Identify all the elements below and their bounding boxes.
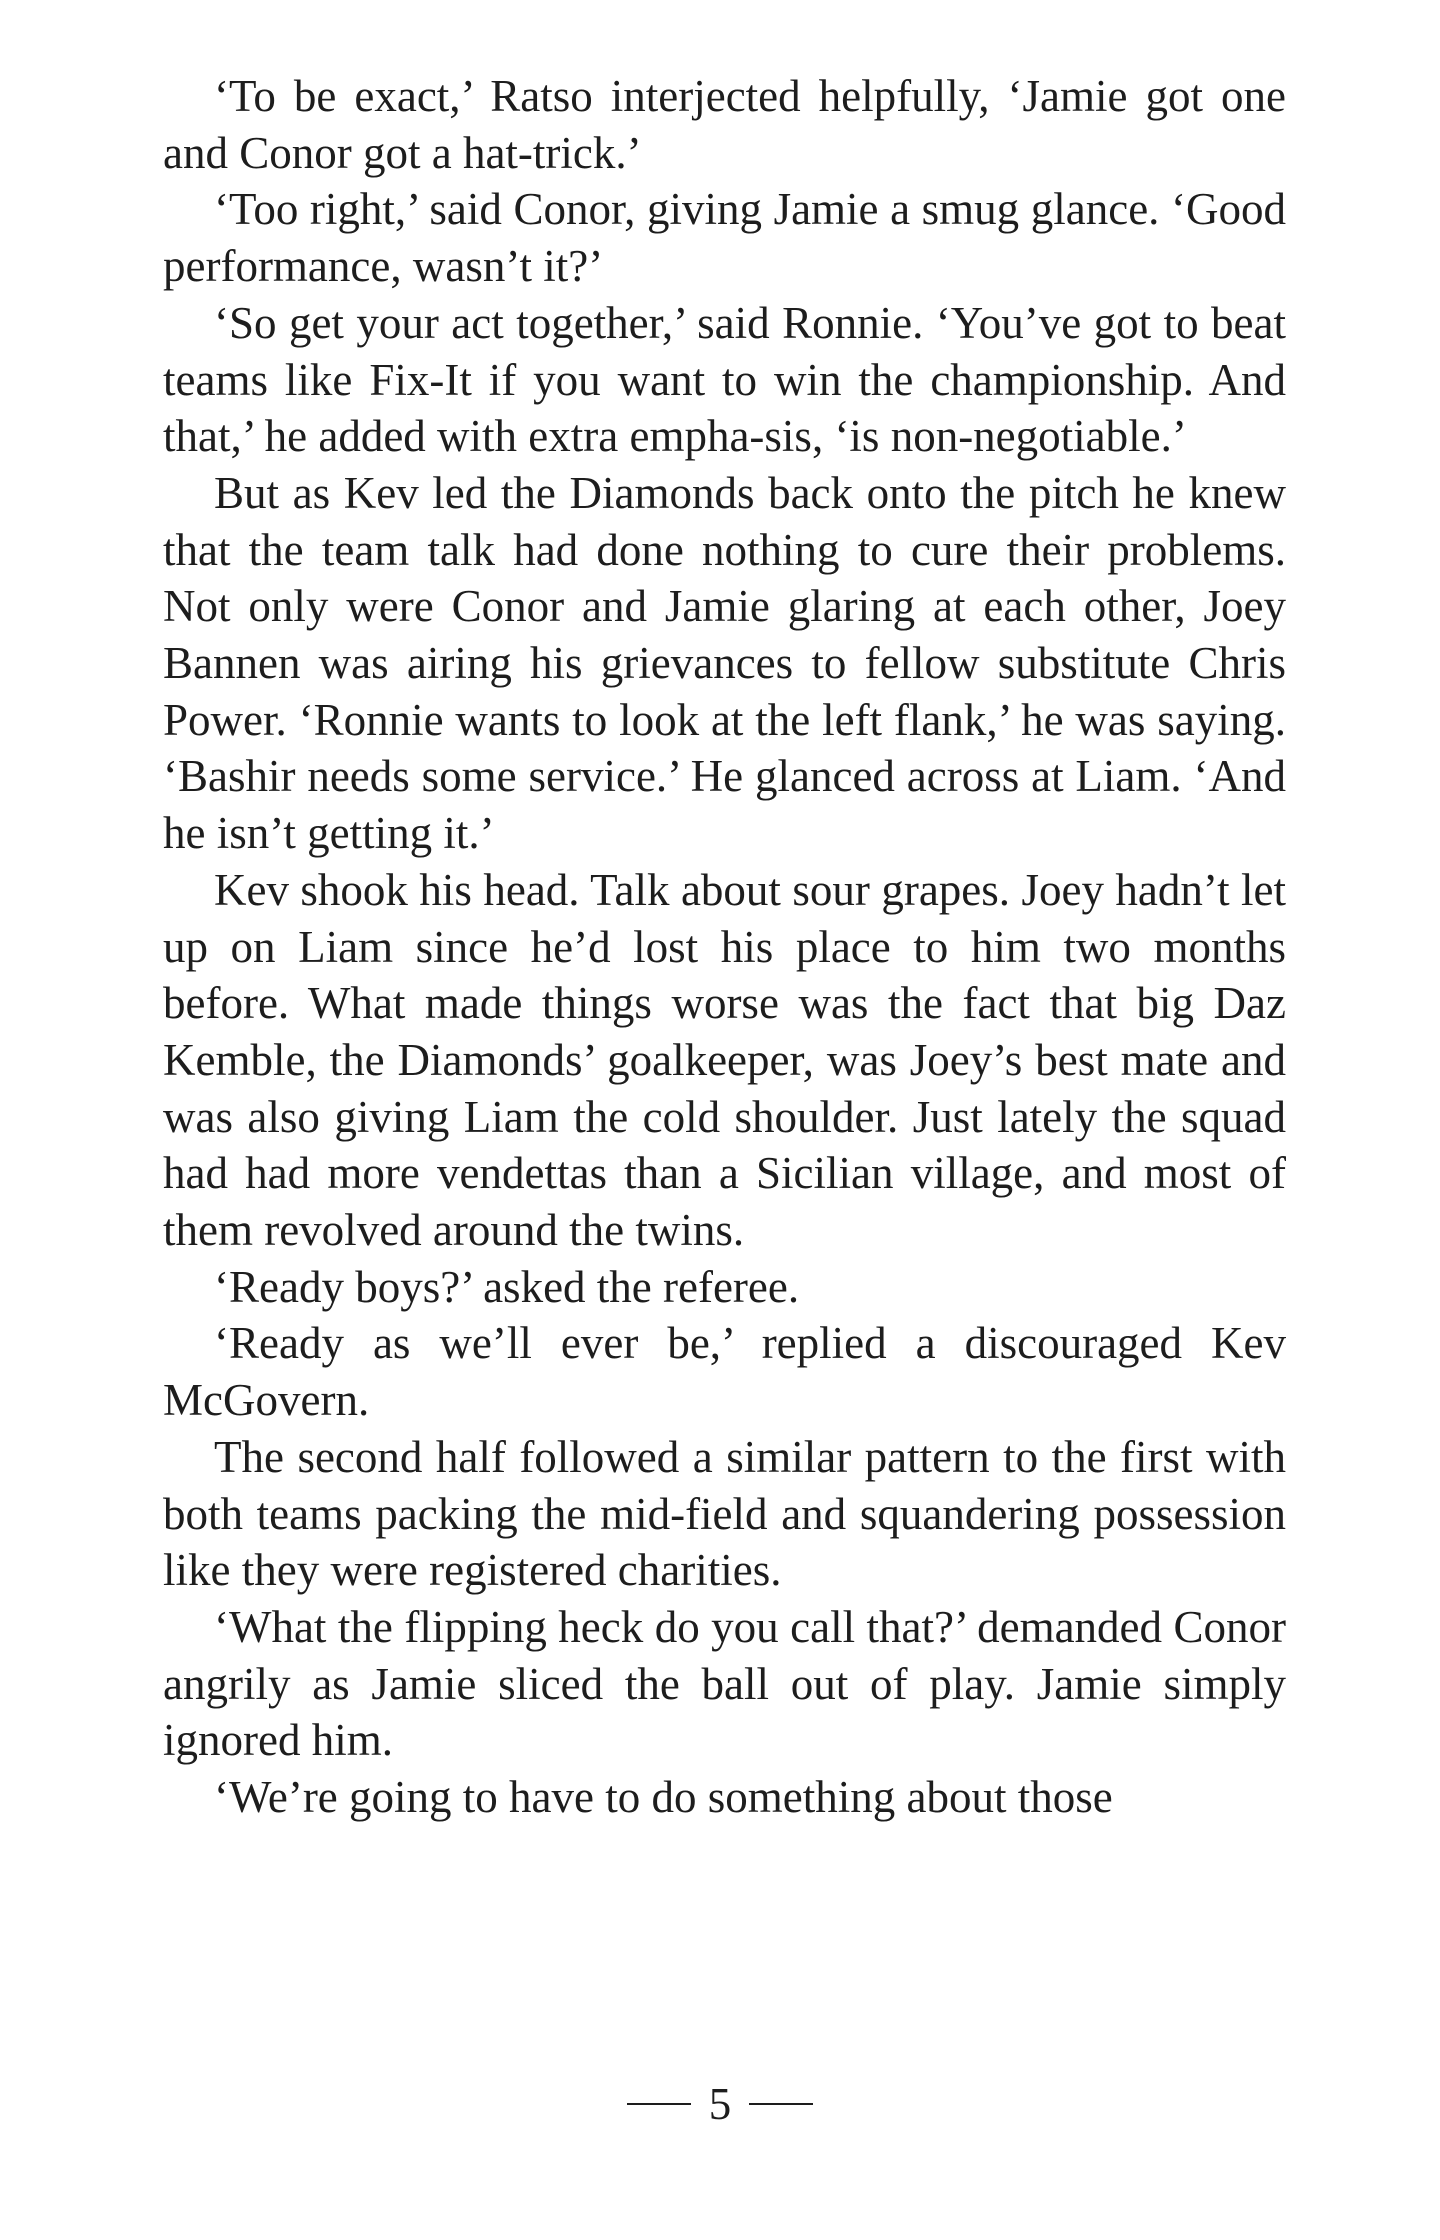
paragraph: ‘We’re going to have to do something about those: [214, 1772, 1113, 1823]
paragraph: ‘What the flipping heck do you call that?’ demanded Conor angrily as Jamie sliced the ball out of play. Jamie simply ignored him.: [163, 1601, 1286, 1766]
paragraph: But as Kev led the Diamonds back onto the pitch he knew that the team talk had done nothing to cure their problems. Not only were Conor and Jamie glaring at each other, Joey Bannen was airing his grievances to fellow substitute Chris Power. ‘Ronnie wants to look at the left flank,’ he was saying. ‘Bashir needs some service.’ He glanced across at Liam. ‘And he isn’t getting it.’: [163, 467, 1286, 859]
page-number: 5: [708, 2079, 732, 2129]
paragraph: Kev shook his head. Talk about sour grapes. Joey hadn’t let up on Liam since he’d lost his place to him two months before. What made things worse was the fact that big Daz Kemble, the Diamonds’ goalkeeper, was Joey’s best mate and was also giving Liam the cold shoulder. Just lately the squad had had more vendettas than a Sicilian village, and most of them revolved around the twins.: [163, 864, 1286, 1256]
body-text: [163, 68, 1286, 1826]
paragraph: ‘Ready as we’ll ever be,’ replied a discouraged Kev McGovern.: [163, 1318, 1286, 1426]
paragraph: ‘Ready boys?’ asked the referee.: [214, 1261, 800, 1312]
paragraph: ‘So get your act together,’ said Ronnie. ‘You’ve got to beat teams like Fix-It if you want to win the championship. And that,’ he added with extra empha-sis, ‘is non-negotiable.’: [163, 297, 1286, 462]
paragraph: ‘Too right,’ said Conor, giving Jamie a smug glance. ‘Good performance, wasn’t it?’: [163, 184, 1286, 292]
page-number-footer: [0, 2076, 1440, 2132]
folio-left-rule: [627, 2103, 691, 2105]
paragraph: The second half followed a similar pattern to the first with both teams packing the mid-field and squandering possession like they were registered charities.: [163, 1431, 1286, 1596]
folio-right-rule: [749, 2103, 813, 2105]
paragraph: ‘To be exact,’ Ratso interjected helpfully, ‘Jamie got one and Conor got a hat-trick.’: [163, 71, 1286, 178]
